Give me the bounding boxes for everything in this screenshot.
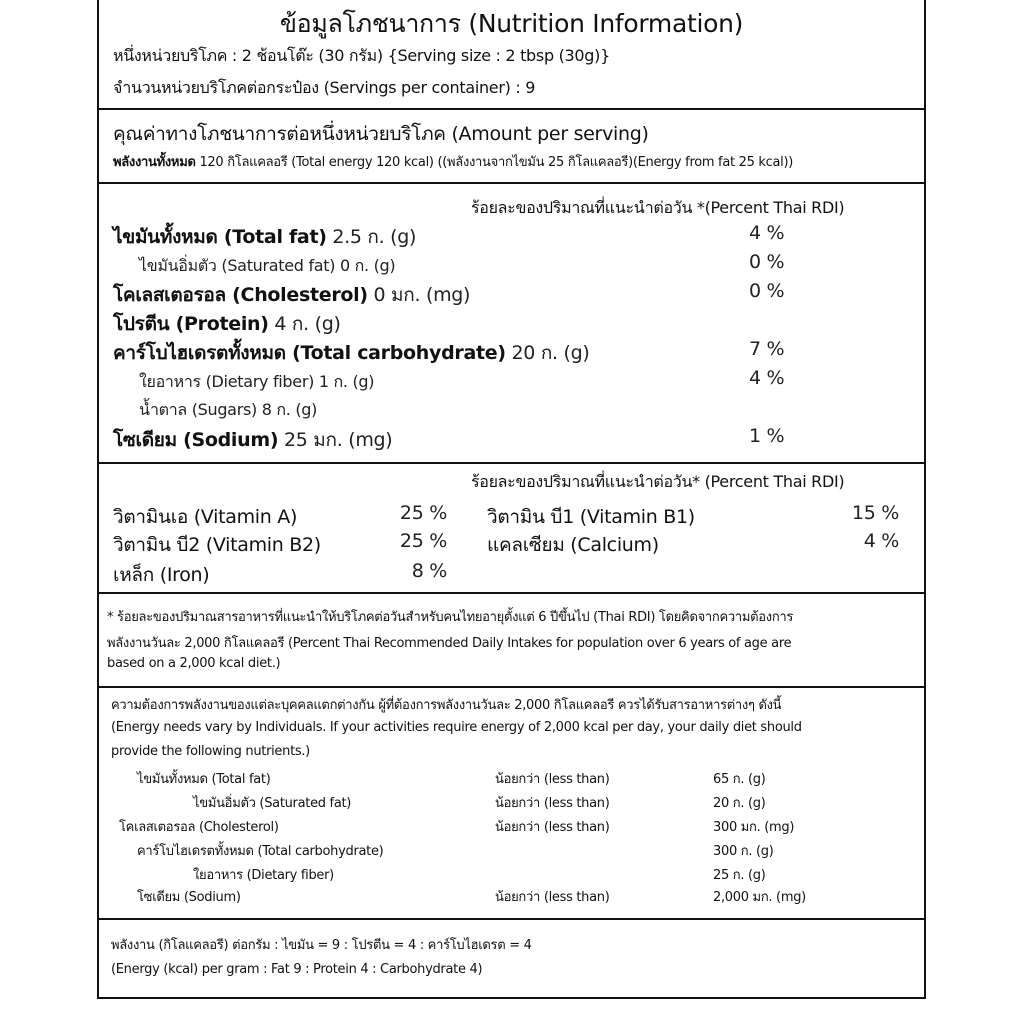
footnote-line: based on a 2,000 kcal diet.) xyxy=(107,656,281,671)
total-energy xyxy=(113,151,793,172)
daily-needs-value: 2,000 มก. (mg) xyxy=(713,890,806,905)
nutrient-row xyxy=(139,370,374,395)
vitamin-name: วิตามินเอ (Vitamin A) xyxy=(113,506,298,528)
footnote-section xyxy=(99,594,924,686)
servings-per-container: จำนวนหน่วยบริโภคต่อกระป๋อง (Servings per container) : 9 xyxy=(113,78,536,97)
nutrient-name: น้ำตาล (Sugars) 8 ก. (g) xyxy=(139,400,318,419)
nutrient-row xyxy=(139,398,317,423)
nutrient-row xyxy=(113,338,590,368)
energy-per-gram-english: (Energy (kcal) per gram : Fat 9 : Protein 4 : Carbohydrate 4) xyxy=(111,962,483,977)
daily-needs-value: 65 ก. (g) xyxy=(713,772,766,787)
total-energy-label: พลังงานทั้งหมด xyxy=(113,155,196,170)
amount-section xyxy=(99,110,924,182)
nutrient-amount: 4 ก. (g) xyxy=(268,313,341,335)
daily-needs-name: คาร์โบไฮเดรตทั้งหมด (Total carbohydrate) xyxy=(137,844,384,859)
total-energy-text: 120 กิโลแคลอรี (Total energy 120 kcal) ((พลังงานจากไขมัน 25 กิโลแคลอรี)(Energy from fat 25 kcal)) xyxy=(195,155,793,170)
header-section xyxy=(99,0,924,108)
nutrient-amount: 20 ก. (g) xyxy=(505,342,590,364)
label-title: ข้อมูลโภชนาการ (Nutrition Information) xyxy=(279,9,744,38)
daily-needs-name: ใยอาหาร (Dietary fiber) xyxy=(193,868,334,883)
vitamin-name: วิตามิน บี2 (Vitamin B2) xyxy=(113,534,321,556)
nutrition-label xyxy=(97,0,926,999)
nutrient-amount: 0 มก. (mg) xyxy=(367,284,471,306)
nutrient-row xyxy=(139,254,395,279)
nutrient-amount: 25 มก. (mg) xyxy=(278,429,393,451)
daily-needs-qualifier: น้อยกว่า (less than) xyxy=(495,890,610,905)
vitamin-name: วิตามิน บี1 (Vitamin B1) xyxy=(487,506,695,528)
nutrient-percent: 4 % xyxy=(749,367,785,389)
nutrient-percent: 4 % xyxy=(749,222,785,244)
vitamin-percent: 15 % xyxy=(851,502,899,524)
daily-needs-qualifier: น้อยกว่า (less than) xyxy=(495,820,610,835)
vitamins-rdi-header: ร้อยละของปริมาณที่แนะนำต่อวัน* (Percent Thai RDI) xyxy=(471,472,845,491)
daily-needs-name: ไขมันทั้งหมด (Total fat) xyxy=(137,772,271,787)
nutrient-name: ไขมันทั้งหมด (Total fat) xyxy=(113,226,327,248)
daily-needs-name: ไขมันอิ่มตัว (Saturated fat) xyxy=(193,796,352,811)
nutrient-name: โซเดียม (Sodium) xyxy=(113,429,279,451)
nutrient-name: ใยอาหาร (Dietary fiber) 1 ก. (g) xyxy=(139,372,375,391)
footnote-line: * ร้อยละของปริมาณสารอาหารที่แนะนำให้บริโภคต่อวันสำหรับคนไทยอายุตั้งแต่ 6 ปีขึ้นไป (Thai RDI) โดยคิดจากความต้องการ xyxy=(107,610,794,625)
daily-needs-value: 20 ก. (g) xyxy=(713,796,766,811)
daily-needs-value: 300 มก. (mg) xyxy=(713,820,795,835)
nutrient-percent: 7 % xyxy=(749,338,785,360)
nutrient-row xyxy=(113,425,392,455)
vitamin-name: แคลเซียม (Calcium) xyxy=(487,534,659,556)
amount-heading: คุณค่าทางโภชนาการต่อหนึ่งหน่วยบริโภค (Amount per serving) xyxy=(113,123,649,145)
daily-needs-qualifier: น้อยกว่า (less than) xyxy=(495,772,610,787)
nutrient-percent: 0 % xyxy=(749,280,785,302)
daily-needs-intro: ความต้องการพลังงานของแต่ละบุคคลแตกต่างกัน ผู้ที่ต้องการพลังงานวันละ 2,000 กิโลแคลอรี ควรได้รับสารอาหารต่างๆ ดังนี้ xyxy=(111,698,782,713)
nutrient-row xyxy=(113,309,341,339)
vitamin-percent: 25 % xyxy=(399,502,447,524)
energy-per-gram-thai: พลังงาน (กิโลแคลอรี) ต่อกรัม : ไขมัน = 9 : โปรตีน = 4 : คาร์โบไฮเดรต = 4 xyxy=(111,938,532,953)
daily-needs-value: 300 ก. (g) xyxy=(713,844,774,859)
nutrient-percent: 1 % xyxy=(749,425,785,447)
nutrient-row xyxy=(113,222,416,252)
vitamin-percent: 25 % xyxy=(399,530,447,552)
daily-needs-intro: provide the following nutrients.) xyxy=(111,744,310,759)
daily-needs-section xyxy=(99,688,924,914)
nutrient-name: โปรตีน (Protein) xyxy=(113,313,269,335)
nutrient-name: คาร์โบไฮเดรตทั้งหมด (Total carbohydrate) xyxy=(113,342,506,364)
daily-needs-intro: (Energy needs vary by Individuals. If your activities require energy of 2,000 kcal per day, your daily diet should xyxy=(111,720,802,735)
serving-size: หนึ่งหน่วยบริโภค : 2 ช้อนโต๊ะ (30 กรัม) {Serving size : 2 tbsp (30g)} xyxy=(113,46,610,65)
nutrient-percent: 0 % xyxy=(749,251,785,273)
nutrient-name: โคเลสเตอรอล (Cholesterol) xyxy=(113,284,368,306)
energy-per-gram-section xyxy=(99,920,924,996)
nutrient-amount: 2.5 ก. (g) xyxy=(326,226,417,248)
nutrient-name: ไขมันอิ่มตัว (Saturated fat) 0 ก. (g) xyxy=(139,256,396,275)
nutrient-row xyxy=(113,280,470,310)
vitamin-name: เหล็ก (Iron) xyxy=(113,564,210,586)
vitamins-section xyxy=(99,464,924,592)
daily-needs-name: โซเดียม (Sodium) xyxy=(137,890,241,905)
vitamin-percent: 8 % xyxy=(411,560,447,582)
vitamin-percent: 4 % xyxy=(863,530,899,552)
rdi-header: ร้อยละของปริมาณที่แนะนำต่อวัน *(Percent Thai RDI) xyxy=(471,198,845,217)
daily-needs-qualifier: น้อยกว่า (less than) xyxy=(495,796,610,811)
nutrients-section xyxy=(99,184,924,464)
daily-needs-value: 25 ก. (g) xyxy=(713,868,766,883)
footnote-line: พลังงานวันละ 2,000 กิโลแคลอรี (Percent Thai Recommended Daily Intakes for population over 6 years of age are xyxy=(107,636,792,651)
daily-needs-name: โคเลสเตอรอล (Cholesterol) xyxy=(119,820,279,835)
